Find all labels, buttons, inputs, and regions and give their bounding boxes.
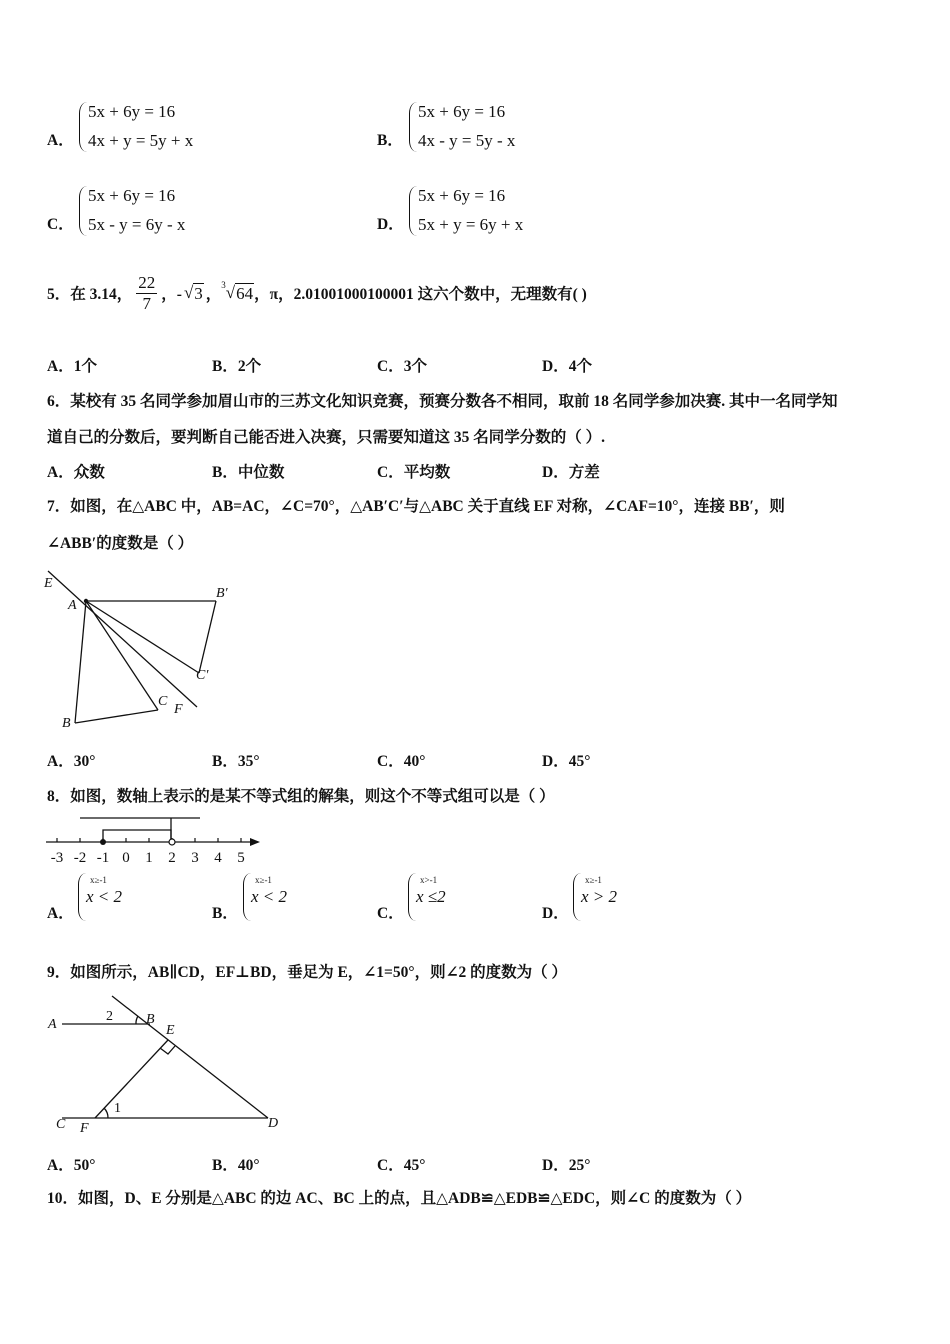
q4-option-c-label: C． bbox=[47, 216, 74, 233]
q7-figure bbox=[40, 565, 260, 735]
q7-label-e: E bbox=[44, 576, 53, 591]
q6-stem-line2: 道自己的分数后，要判断自己能否进入决赛，只需要知道这 35 名同学分数的（ ）. bbox=[47, 429, 606, 446]
q8-tick-label: 3 bbox=[191, 850, 199, 866]
q5-stem: 5．在 3.14， $\frac{22}{7}$ ，- √ 3 ， 3 √ 64 ，π，2.01001000100001 这六个数中，无理数有( ) bbox=[47, 272, 587, 313]
q8-option-a-label: A． bbox=[47, 905, 74, 922]
q4-option-a-line2: 4x + y = 5y + x bbox=[88, 131, 194, 150]
q8-bracket-range bbox=[103, 830, 171, 842]
q6-option-d: D．方差 bbox=[542, 464, 600, 481]
q8-option-b-brace bbox=[243, 873, 251, 921]
q9-label-angle-1: 1 bbox=[114, 1101, 121, 1116]
q8-option-d-top: x≥-1 bbox=[585, 875, 602, 885]
q5-option-b: B．2个 bbox=[212, 358, 262, 375]
q9-option-a: A．50° bbox=[47, 1157, 96, 1174]
q4-option-b-line1: 5x + 6y = 16 bbox=[418, 102, 506, 121]
q8-option-b-label: B． bbox=[212, 905, 238, 922]
q8-option-a-top: x≥-1 bbox=[90, 875, 107, 885]
q4-option-d-line2: 5x + y = 6y + x bbox=[418, 215, 524, 234]
q7-segment-bc bbox=[75, 710, 158, 723]
q7-segment-ac-prime bbox=[86, 601, 199, 673]
q8-number-line bbox=[40, 810, 270, 870]
q8-option-b-bottom: x < 2 bbox=[251, 887, 288, 906]
q8-stem: 8．如图，数轴上表示的是某不等式组的解集，则这个不等式组可以是（ ） bbox=[47, 788, 555, 805]
q7-line-ef bbox=[48, 571, 197, 707]
q5-cbrt-sign: √ bbox=[225, 283, 236, 302]
q10-stem: 10．如图，D、E 分别是△ABC 的边 AC、BC 上的点，且△ADB≌△EDB≌△EDC，则∠C 的度数为（ ） bbox=[47, 1190, 752, 1207]
q9-line-bd bbox=[112, 996, 268, 1118]
q4-option-a-brace bbox=[79, 102, 87, 152]
q7-label-f: F bbox=[174, 702, 183, 717]
q5-cbrt-radicand: 64 bbox=[236, 283, 254, 303]
q9-line-ef bbox=[95, 1040, 168, 1118]
q7-segment-ab bbox=[75, 601, 86, 723]
q8-option-c-brace bbox=[408, 873, 416, 921]
q7-label-b-prime: B′ bbox=[216, 586, 228, 601]
q9-right-angle-mark bbox=[160, 1046, 175, 1054]
q5-suffix: ，π，2.01001000100001 这六个数中，无理数有( ) bbox=[254, 286, 587, 303]
q4-option-b-line2: 4x - y = 5y - x bbox=[418, 131, 516, 150]
q8-tick-label: 1 bbox=[145, 850, 153, 866]
q8-axis-arrow bbox=[250, 838, 260, 846]
q9-option-b: B．40° bbox=[212, 1157, 260, 1174]
q5-option-d: D．4个 bbox=[542, 358, 592, 375]
q7-label-c: C bbox=[158, 694, 168, 709]
q7-label-c-prime: C′ bbox=[196, 668, 209, 683]
q8-tick-label: -1 bbox=[96, 850, 110, 866]
q7-segment-ac bbox=[86, 601, 158, 710]
q8-solid-point bbox=[100, 839, 106, 845]
q4-option-d-label: D． bbox=[377, 216, 404, 233]
q5-fraction-denominator: 7 bbox=[142, 293, 152, 313]
q8-solution-brackets bbox=[80, 818, 200, 842]
q5-fraction-numerator: 22 bbox=[138, 272, 156, 292]
q4-option-b-label: B． bbox=[377, 132, 403, 149]
q9-figure bbox=[40, 990, 300, 1140]
q8-option-d-brace bbox=[573, 873, 581, 921]
q6-option-a: A．众数 bbox=[47, 464, 105, 481]
q7-label-a: A bbox=[68, 598, 77, 613]
q8-option-c-label: C． bbox=[377, 905, 404, 922]
q7-option-c: C．40° bbox=[377, 753, 426, 770]
q7-segment-b-prime-c-prime bbox=[199, 601, 216, 673]
q6-stem-line1: 6．某校有 35 名同学参加眉山市的三苏文化知识竞赛，预赛分数各不相同，取前 18 名同学参加决赛. 其中一名同学知 bbox=[47, 393, 838, 410]
q7-stem-line2: ∠ABB′的度数是（ ） bbox=[47, 535, 194, 552]
q4-option-b-brace bbox=[409, 102, 417, 152]
q9-angle-1-arc bbox=[104, 1108, 108, 1118]
q9-label-angle-2: 2 bbox=[106, 1009, 113, 1024]
q9-label-a: A bbox=[48, 1017, 57, 1032]
q9-label-b: B bbox=[146, 1012, 155, 1027]
q8-option-c-top: x>-1 bbox=[420, 875, 438, 885]
q4-option-a-line1: 5x + 6y = 16 bbox=[88, 102, 176, 121]
q5-fraction bbox=[136, 273, 157, 314]
q9-angle-2-arc bbox=[136, 1016, 138, 1024]
q6-option-b: B．中位数 bbox=[212, 464, 285, 481]
q9-label-e: E bbox=[166, 1023, 175, 1038]
q7-stem-line1: 7．如图，在△ABC 中，AB=AC，∠C=70°，△AB′C′与△ABC 关于直线 EF 对称，∠CAF=10°，连接 BB′，则 bbox=[47, 498, 785, 515]
q7-option-a: A．30° bbox=[47, 753, 96, 770]
q9-option-c: C．45° bbox=[377, 1157, 426, 1174]
q8-option-d-label: D． bbox=[542, 905, 569, 922]
q9-stem: 9．如图所示，AB∥CD，EF⊥BD，垂足为 E，∠1=50°，则∠2 的度数为（ ） bbox=[47, 964, 568, 981]
q7-option-b: B．35° bbox=[212, 753, 260, 770]
q9-label-d: D bbox=[268, 1116, 279, 1131]
q9-option-d: D．25° bbox=[542, 1157, 591, 1174]
q8-tick-label: 5 bbox=[237, 850, 245, 866]
q4-option-d-brace bbox=[409, 186, 417, 236]
q8-tick-label: 2 bbox=[168, 850, 176, 866]
q8-tick-label: 0 bbox=[122, 850, 130, 866]
q7-point-a bbox=[84, 599, 88, 603]
q5-cbrt-index: 3 bbox=[221, 280, 226, 290]
q9-label-c: C bbox=[56, 1117, 66, 1132]
q8-option-a-bottom: x < 2 bbox=[86, 887, 123, 906]
q8-tick-label: -3 bbox=[50, 850, 64, 866]
q4-option-c-brace bbox=[79, 186, 87, 236]
q8-tick-label: 4 bbox=[214, 850, 222, 866]
q8-option-a-brace bbox=[78, 873, 86, 921]
q6-option-c: C．平均数 bbox=[377, 464, 451, 481]
q8-tick-label: -2 bbox=[73, 850, 87, 866]
q8-option-c-bottom: x ≤2 bbox=[416, 887, 446, 906]
q7-label-b: B bbox=[62, 716, 71, 731]
q5-prefix: 5．在 3.14， bbox=[47, 286, 133, 303]
q7-option-d: D．45° bbox=[542, 753, 591, 770]
q5-option-a: A．1个 bbox=[47, 358, 97, 375]
q4-option-c-line1: 5x + 6y = 16 bbox=[88, 186, 176, 205]
q5-neg-sqrt-prefix: ，- bbox=[161, 286, 182, 303]
q8-open-point bbox=[169, 839, 175, 845]
q5-sqrt-radicand: 3 bbox=[194, 283, 203, 303]
q8-option-d-bottom: x > 2 bbox=[581, 887, 618, 906]
q9-label-f: F bbox=[80, 1121, 89, 1136]
q8-option-b-top: x≥-1 bbox=[255, 875, 272, 885]
q4-option-d-line1: 5x + 6y = 16 bbox=[418, 186, 506, 205]
q5-sqrt-sign: √ bbox=[183, 283, 194, 302]
q4-option-c-line2: 5x - y = 6y - x bbox=[88, 215, 186, 234]
q5-option-c: C．3个 bbox=[377, 358, 427, 375]
q4-option-a-label: A． bbox=[47, 132, 74, 149]
